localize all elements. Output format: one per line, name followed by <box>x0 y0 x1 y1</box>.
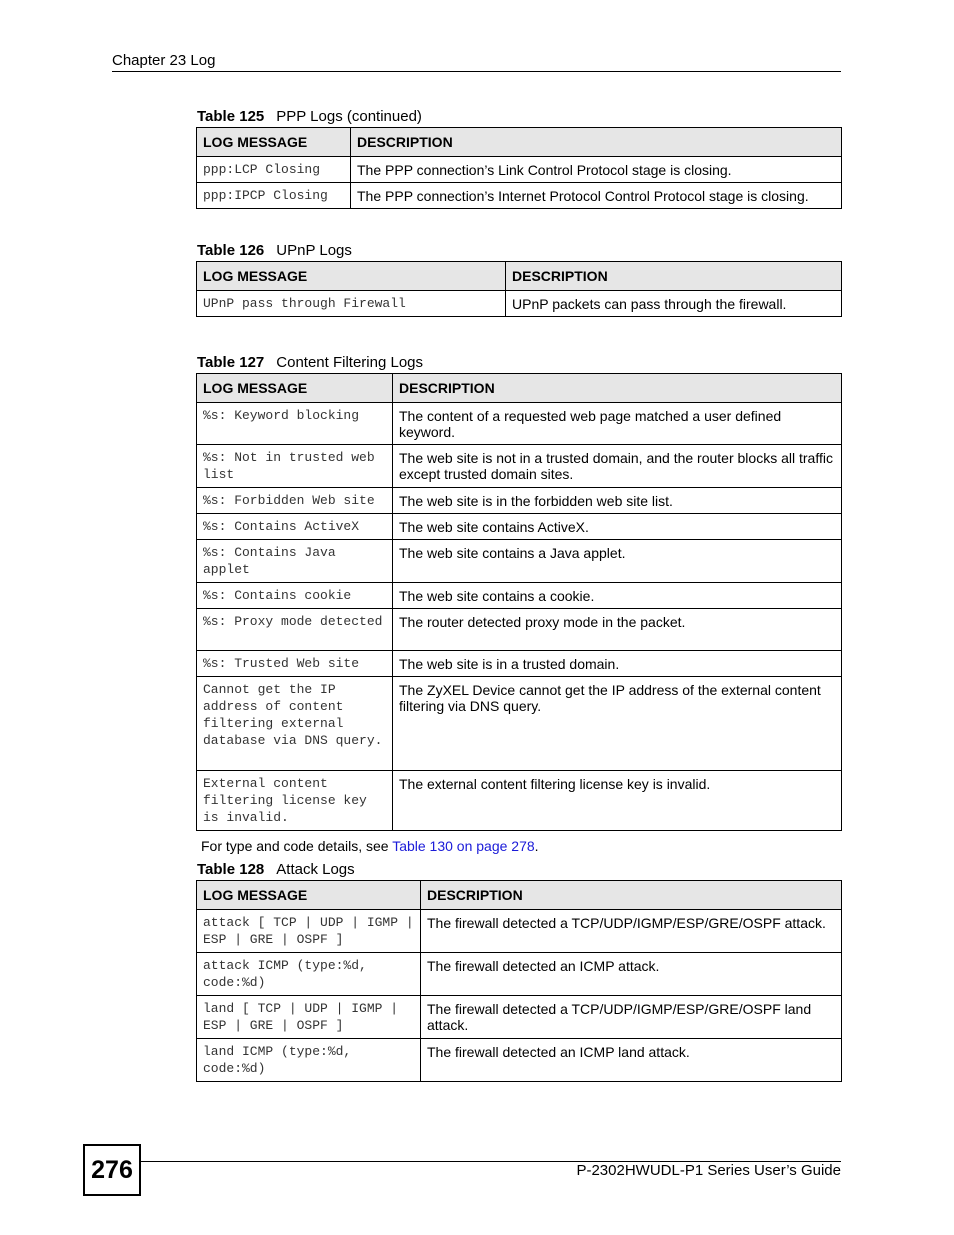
log-message-cell: UPnP pass through Firewall <box>197 291 506 317</box>
description-cell: The firewall detected a TCP/UDP/IGMP/ESP/GRE/OSPF land attack. <box>421 996 842 1039</box>
column-header: LOG MESSAGE <box>197 374 393 403</box>
table-126-caption <box>197 242 352 259</box>
description-cell: The router detected proxy mode in the packet. <box>393 609 842 651</box>
table-row <box>197 583 842 609</box>
table-126 <box>196 261 842 317</box>
log-message-cell: ppp:IPCP Closing <box>197 183 351 209</box>
table-row <box>197 488 842 514</box>
column-header: DESCRIPTION <box>506 262 842 291</box>
table-row <box>197 953 842 996</box>
description-cell: The firewall detected an ICMP land attack. <box>421 1039 842 1082</box>
table-header-row <box>197 374 842 403</box>
guide-title: P-2302HWUDL-P1 Series User’s Guide <box>576 1162 841 1179</box>
column-header: LOG MESSAGE <box>197 262 506 291</box>
type-code-note <box>201 838 539 854</box>
page-number: 276 <box>83 1144 141 1196</box>
description-cell: The firewall detected a TCP/UDP/IGMP/ESP/GRE/OSPF attack. <box>421 910 842 953</box>
table-127-caption <box>197 354 423 371</box>
table-title: Attack Logs <box>276 861 355 878</box>
table-row <box>197 514 842 540</box>
note-text: For type and code details, see <box>201 838 393 854</box>
description-cell: The ZyXEL Device cannot get the IP address of the external content filtering via DNS query. <box>393 677 842 771</box>
column-header: DESCRIPTION <box>351 128 842 157</box>
table-128 <box>196 880 842 1082</box>
table-row <box>197 910 842 953</box>
description-cell: UPnP packets can pass through the firewall. <box>506 291 842 317</box>
log-message-cell: Cannot get the IP address of content filtering external database via DNS query. <box>197 677 393 771</box>
description-cell: The web site is not in a trusted domain, and the router blocks all traffic except trusted domain sites. <box>393 445 842 488</box>
table-row <box>197 771 842 831</box>
table-title: UPnP Logs <box>276 242 352 259</box>
header-rule <box>112 71 841 72</box>
description-cell: The web site is in the forbidden web site list. <box>393 488 842 514</box>
table-label: Table 128 <box>197 861 265 878</box>
table-title: PPP Logs (continued) <box>276 108 422 125</box>
column-header: DESCRIPTION <box>421 881 842 910</box>
log-message-cell: %s: Contains ActiveX <box>197 514 393 540</box>
table-125 <box>196 127 842 209</box>
table-label: Table 127 <box>197 354 265 371</box>
table-header-row <box>197 128 842 157</box>
log-message-cell: land [ TCP | UDP | IGMP | ESP | GRE | OSPF ] <box>197 996 421 1039</box>
table-row <box>197 1039 842 1082</box>
description-cell: The web site contains ActiveX. <box>393 514 842 540</box>
table-label: Table 125 <box>197 108 265 125</box>
log-message-cell: %s: Keyword blocking <box>197 403 393 445</box>
log-message-cell: %s: Proxy mode detected <box>197 609 393 651</box>
column-header: LOG MESSAGE <box>197 128 351 157</box>
table-row <box>197 445 842 488</box>
table-128-caption <box>197 861 355 878</box>
log-message-cell: External content filtering license key is invalid. <box>197 771 393 831</box>
table-row <box>197 291 842 317</box>
description-cell: The web site is in a trusted domain. <box>393 651 842 677</box>
table-label: Table 126 <box>197 242 265 259</box>
log-message-cell: attack ICMP (type:%d, code:%d) <box>197 953 421 996</box>
table-header-row <box>197 881 842 910</box>
chapter-header: Chapter 23 Log <box>112 52 216 69</box>
table-row <box>197 403 842 445</box>
log-message-cell: attack [ TCP | UDP | IGMP | ESP | GRE | OSPF ] <box>197 910 421 953</box>
column-header: DESCRIPTION <box>393 374 842 403</box>
table-125-caption <box>197 108 422 125</box>
table-row <box>197 540 842 583</box>
table-row <box>197 183 842 209</box>
description-cell: The external content filtering license key is invalid. <box>393 771 842 831</box>
description-cell: The content of a requested web page matched a user defined keyword. <box>393 403 842 445</box>
log-message-cell: ppp:LCP Closing <box>197 157 351 183</box>
description-cell: The web site contains a cookie. <box>393 583 842 609</box>
log-message-cell: %s: Contains cookie <box>197 583 393 609</box>
table-row <box>197 677 842 771</box>
log-message-cell: %s: Forbidden Web site <box>197 488 393 514</box>
log-message-cell: %s: Contains Java applet <box>197 540 393 583</box>
log-message-cell: land ICMP (type:%d, code:%d) <box>197 1039 421 1082</box>
table-127 <box>196 373 842 831</box>
column-header: LOG MESSAGE <box>197 881 421 910</box>
description-cell: The web site contains a Java applet. <box>393 540 842 583</box>
log-message-cell: %s: Not in trusted web list <box>197 445 393 488</box>
table-row <box>197 609 842 651</box>
description-cell: The PPP connection’s Link Control Protocol stage is closing. <box>351 157 842 183</box>
table-row <box>197 996 842 1039</box>
note-suffix: . <box>534 838 539 854</box>
table-row <box>197 157 842 183</box>
table-title: Content Filtering Logs <box>276 354 424 371</box>
table-row <box>197 651 842 677</box>
description-cell: The firewall detected an ICMP attack. <box>421 953 842 996</box>
table-130-link[interactable]: Table 130 on page 278 <box>392 838 535 854</box>
description-cell: The PPP connection’s Internet Protocol Control Protocol stage is closing. <box>351 183 842 209</box>
log-message-cell: %s: Trusted Web site <box>197 651 393 677</box>
table-header-row <box>197 262 842 291</box>
